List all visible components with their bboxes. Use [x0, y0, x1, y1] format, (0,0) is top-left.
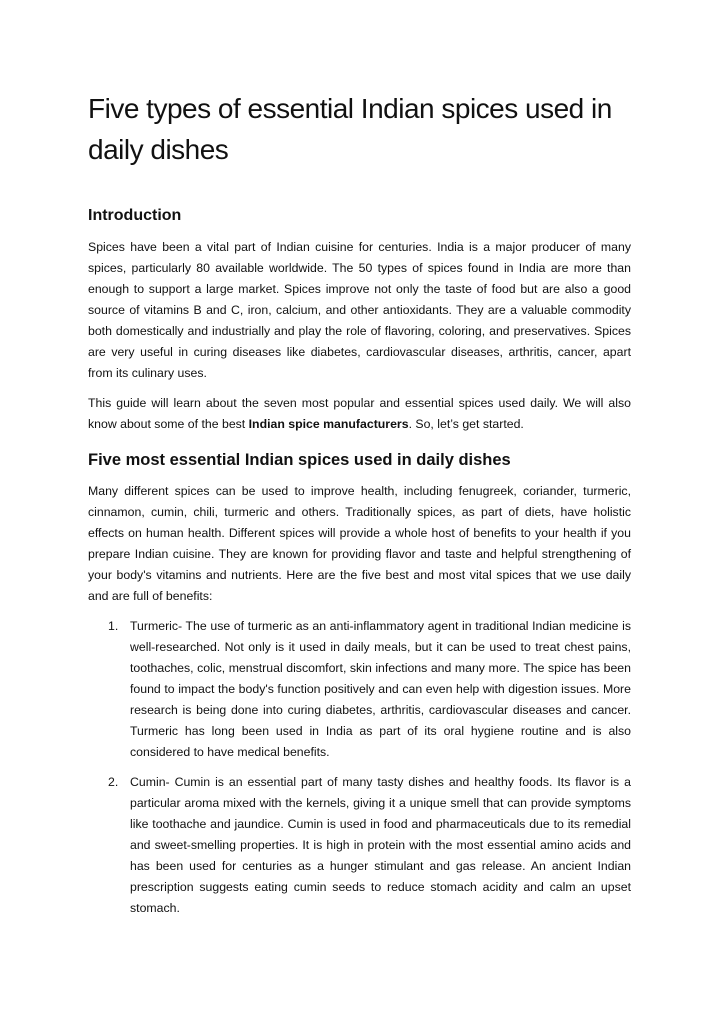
spice-list — [88, 616, 631, 919]
section-paragraph-1: Many different spices can be used to improve health, including fenugreek, coriander, turmeric, cinnamon, cumin, chili, turmeric and others. Traditionally spices, as part of diets, have holistic effects on human health. Different spices will provide a whole host of benefits to your health if you prepare Indian cuisine. They are known for providing flavor and taste and helpful strengthening of your body's vitamins and nutrients. Here are the five best and most vital spices that we use daily and are full of benefits: — [88, 484, 631, 603]
introduction-heading: Introduction — [88, 207, 182, 224]
list-item-text: Turmeric- The use of turmeric as an anti-inflammatory agent in traditional Indian medicine is well-researched. Not only is it used in daily meals, but it can be used to treat chest pains, toothaches, colic, menstrual discomfort, skin infections and many more. The spice has been found to impact the body's function positively and can even help with digestion issues. More research is being done into curing diabetes, arthritis, cardiovascular diseases and cancer. Turmeric has long been used in India as part of its oral hygiene routine and is also considered to have medical benefits. — [130, 619, 631, 759]
intro-p2-text-end: . So, let’s get started. — [408, 417, 524, 431]
list-number: 1. — [108, 619, 119, 633]
page-title: Five types of essential Indian spices used in daily dishes — [88, 93, 612, 165]
list-item-cumin — [88, 772, 631, 919]
list-number: 2. — [108, 775, 119, 789]
intro-p2-text-start: This guide will learn about the seven most popular and essential spices used daily. We will also know about some of the best — [88, 396, 631, 431]
document-page — [88, 88, 631, 928]
list-item-text: Cumin- Cumin is an essential part of many tasty dishes and healthy foods. Its flavor is a particular aroma mixed with the kernels, giving it a unique smell that can provide symptoms like toothache and jaundice. Cumin is used in food and pharmaceuticals due to its remedial and sweet-smelling properties. It is high in protein with the most essential amino acids and has been used for centuries as a hunger stimulant and gas release. An ancient Indian prescription suggests eating cumin seeds to reduce stomach acidity and calm an upset stomach. — [130, 775, 631, 915]
indian-spice-manufacturers-link: Indian spice manufacturers — [248, 417, 409, 431]
section-heading-essential-spices: Five most essential Indian spices used in daily dishes — [88, 451, 511, 469]
intro-paragraph-2 — [88, 393, 631, 435]
intro-paragraph-1: Spices have been a vital part of Indian cuisine for centuries. India is a major producer of many spices, particularly 80 available worldwide. The 50 types of spices found in India are more than enough to support a large market. Spices improve not only the taste of food but are also a good source of vitamins B and C, iron, calcium, and other antioxidants. They are a valuable commodity both domestically and industrially and play the role of flavoring, coloring, and preservatives. Spices are very useful in curing diseases like diabetes, cardiovascular diseases, arthritis, cancer, apart from its culinary uses. — [88, 240, 631, 380]
list-item-turmeric — [88, 616, 631, 763]
